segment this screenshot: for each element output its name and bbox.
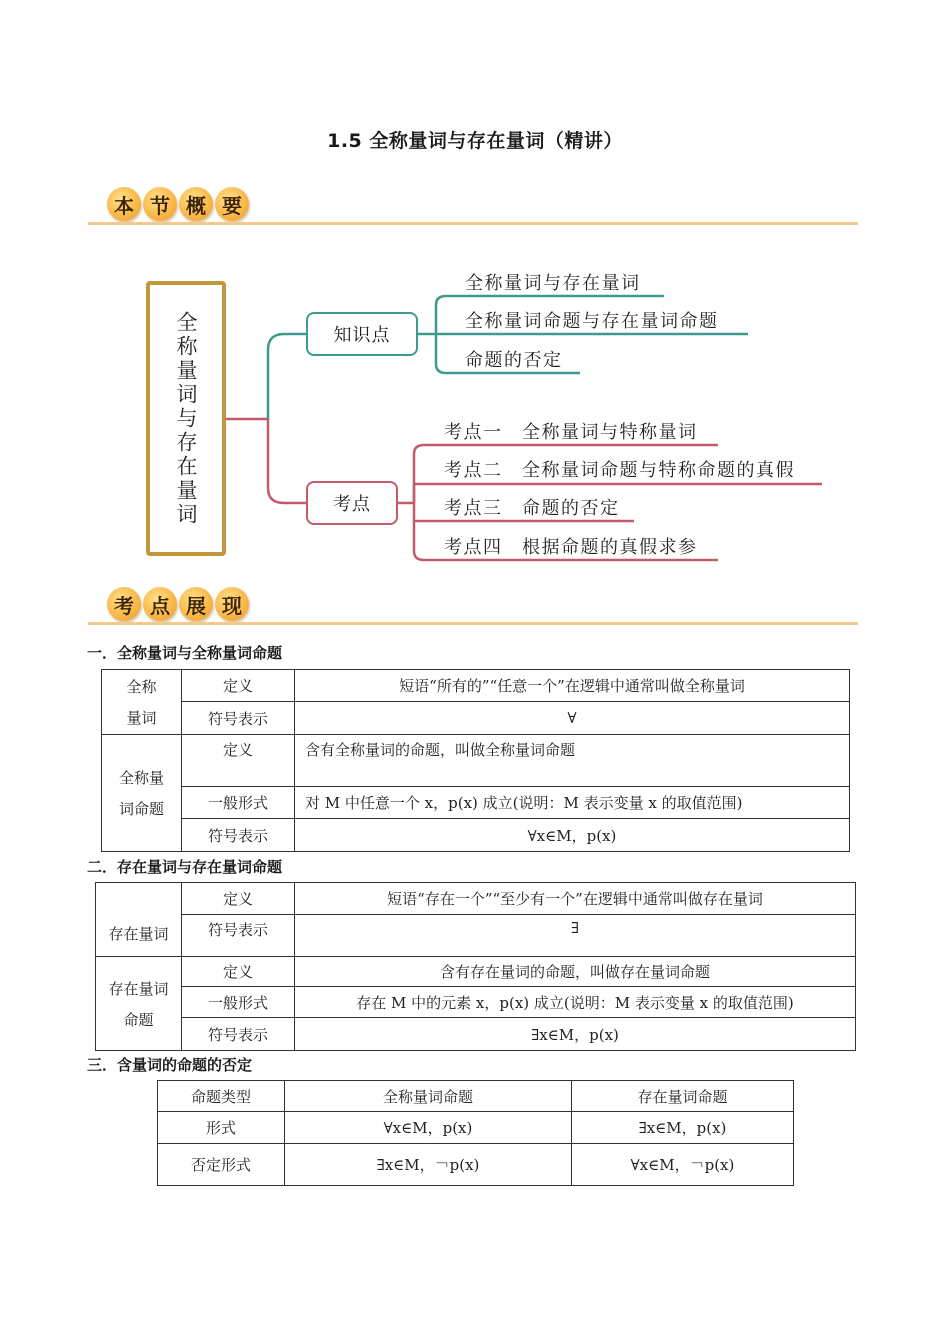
cell-symbol: ∀: [295, 702, 850, 735]
cell-form: ∃x∈M，p(x): [572, 1112, 794, 1144]
row-label: 定义: [182, 735, 295, 787]
row-label: 符号表示: [182, 819, 295, 852]
cell-definition: 含有全称量词的命题，叫做全称量词命题: [295, 735, 850, 787]
row-label: 定义: [182, 883, 295, 915]
group-label: [96, 957, 182, 1051]
table-header: 全称量词命题: [285, 1081, 572, 1112]
row-label: 定义: [182, 957, 295, 987]
cell-form: 存在 M 中的元素 x，p(x) 成立(说明：M 表示变量 x 的取值范围): [295, 987, 856, 1018]
group-label: [102, 735, 182, 852]
banner-char: 要: [215, 187, 249, 221]
section3-heading: 三．含量词的命题的否定: [87, 1056, 253, 1074]
row-label: 符号表示: [182, 915, 295, 957]
knowledge-item: 命题的否定: [465, 350, 563, 371]
cell-symbol: ∃: [295, 915, 856, 957]
group-label-line: 全称量: [118, 769, 164, 787]
cell-definition: 短语“所有的”“任意一个”在逻辑中通常叫做全称量词: [295, 670, 850, 702]
group-label-line: 命题: [123, 1010, 154, 1029]
group-label-line: 量词: [126, 709, 157, 727]
page-title: 1.5 全称量词与存在量词（精讲）: [327, 130, 623, 152]
cell-form: 对 M 中任意一个 x，p(x) 成立(说明：M 表示变量 x 的取值范围): [295, 787, 850, 819]
exam-item: 考点四 根据命题的真假求参: [444, 537, 698, 558]
section1-heading: 一．全称量词与全称量词命题: [87, 644, 283, 662]
group-label: [102, 670, 182, 735]
row-label: 符号表示: [182, 1018, 295, 1051]
table-header: 存在量词命题: [572, 1081, 794, 1112]
banner-char: 本: [107, 187, 141, 221]
banner-char: 节: [143, 187, 177, 221]
exam-item: 考点三 命题的否定: [444, 498, 620, 519]
banner-rule: [88, 622, 858, 625]
cell-negation: ∃x∈M，￢p(x): [285, 1144, 572, 1186]
section3-table: [157, 1080, 794, 1186]
knowledge-item: 全称量词命题与存在量词命题: [465, 311, 719, 332]
mindmap-root-label: 全称量词与存在量词: [174, 310, 198, 527]
banner-char: 考: [107, 587, 141, 621]
row-label: 否定形式: [158, 1144, 285, 1186]
banner-char: 现: [215, 587, 249, 621]
exam-item: 考点一 全称量词与特称量词: [444, 422, 698, 443]
mindmap-node-knowledge: 知识点: [306, 312, 418, 356]
group-label-line: 存在量词: [108, 979, 169, 998]
cell-definition: 含有存在量词的命题，叫做存在量词命题: [295, 957, 856, 987]
row-label: 形式: [158, 1112, 285, 1144]
group-label-line: 全称: [126, 678, 157, 696]
cell-form: ∀x∈M，p(x): [285, 1112, 572, 1144]
row-label: 一般形式: [182, 787, 295, 819]
exam-item: 考点二 全称量词命题与特称命题的真假: [444, 460, 795, 481]
banner-char: 概: [179, 187, 213, 221]
banner-char: 展: [179, 587, 213, 621]
cell-definition: 短语“存在一个”“至少有一个”在逻辑中通常叫做存在量词: [295, 883, 856, 915]
mindmap-node-exam: 考点: [306, 481, 398, 525]
section1-table: [101, 669, 850, 852]
row-label: 一般形式: [182, 987, 295, 1018]
group-label-line: 词命题: [118, 800, 164, 818]
section2-heading: 二．存在量词与存在量词命题: [87, 858, 283, 876]
cell-symbol: ∃x∈M，p(x): [295, 1018, 856, 1051]
knowledge-item: 全称量词与存在量词: [465, 273, 641, 294]
table-header: 命题类型: [158, 1081, 285, 1112]
group-label: 存在量词: [96, 883, 182, 957]
cell-symbol: ∀x∈M，p(x): [295, 819, 850, 852]
banner-section-exam: [107, 587, 249, 627]
mindmap-root: [146, 281, 226, 556]
row-label: 符号表示: [182, 702, 295, 735]
cell-negation: ∀x∈M，￢p(x): [572, 1144, 794, 1186]
banner-char: 点: [143, 587, 177, 621]
row-label: 定义: [182, 670, 295, 702]
section2-table: [95, 882, 856, 1051]
